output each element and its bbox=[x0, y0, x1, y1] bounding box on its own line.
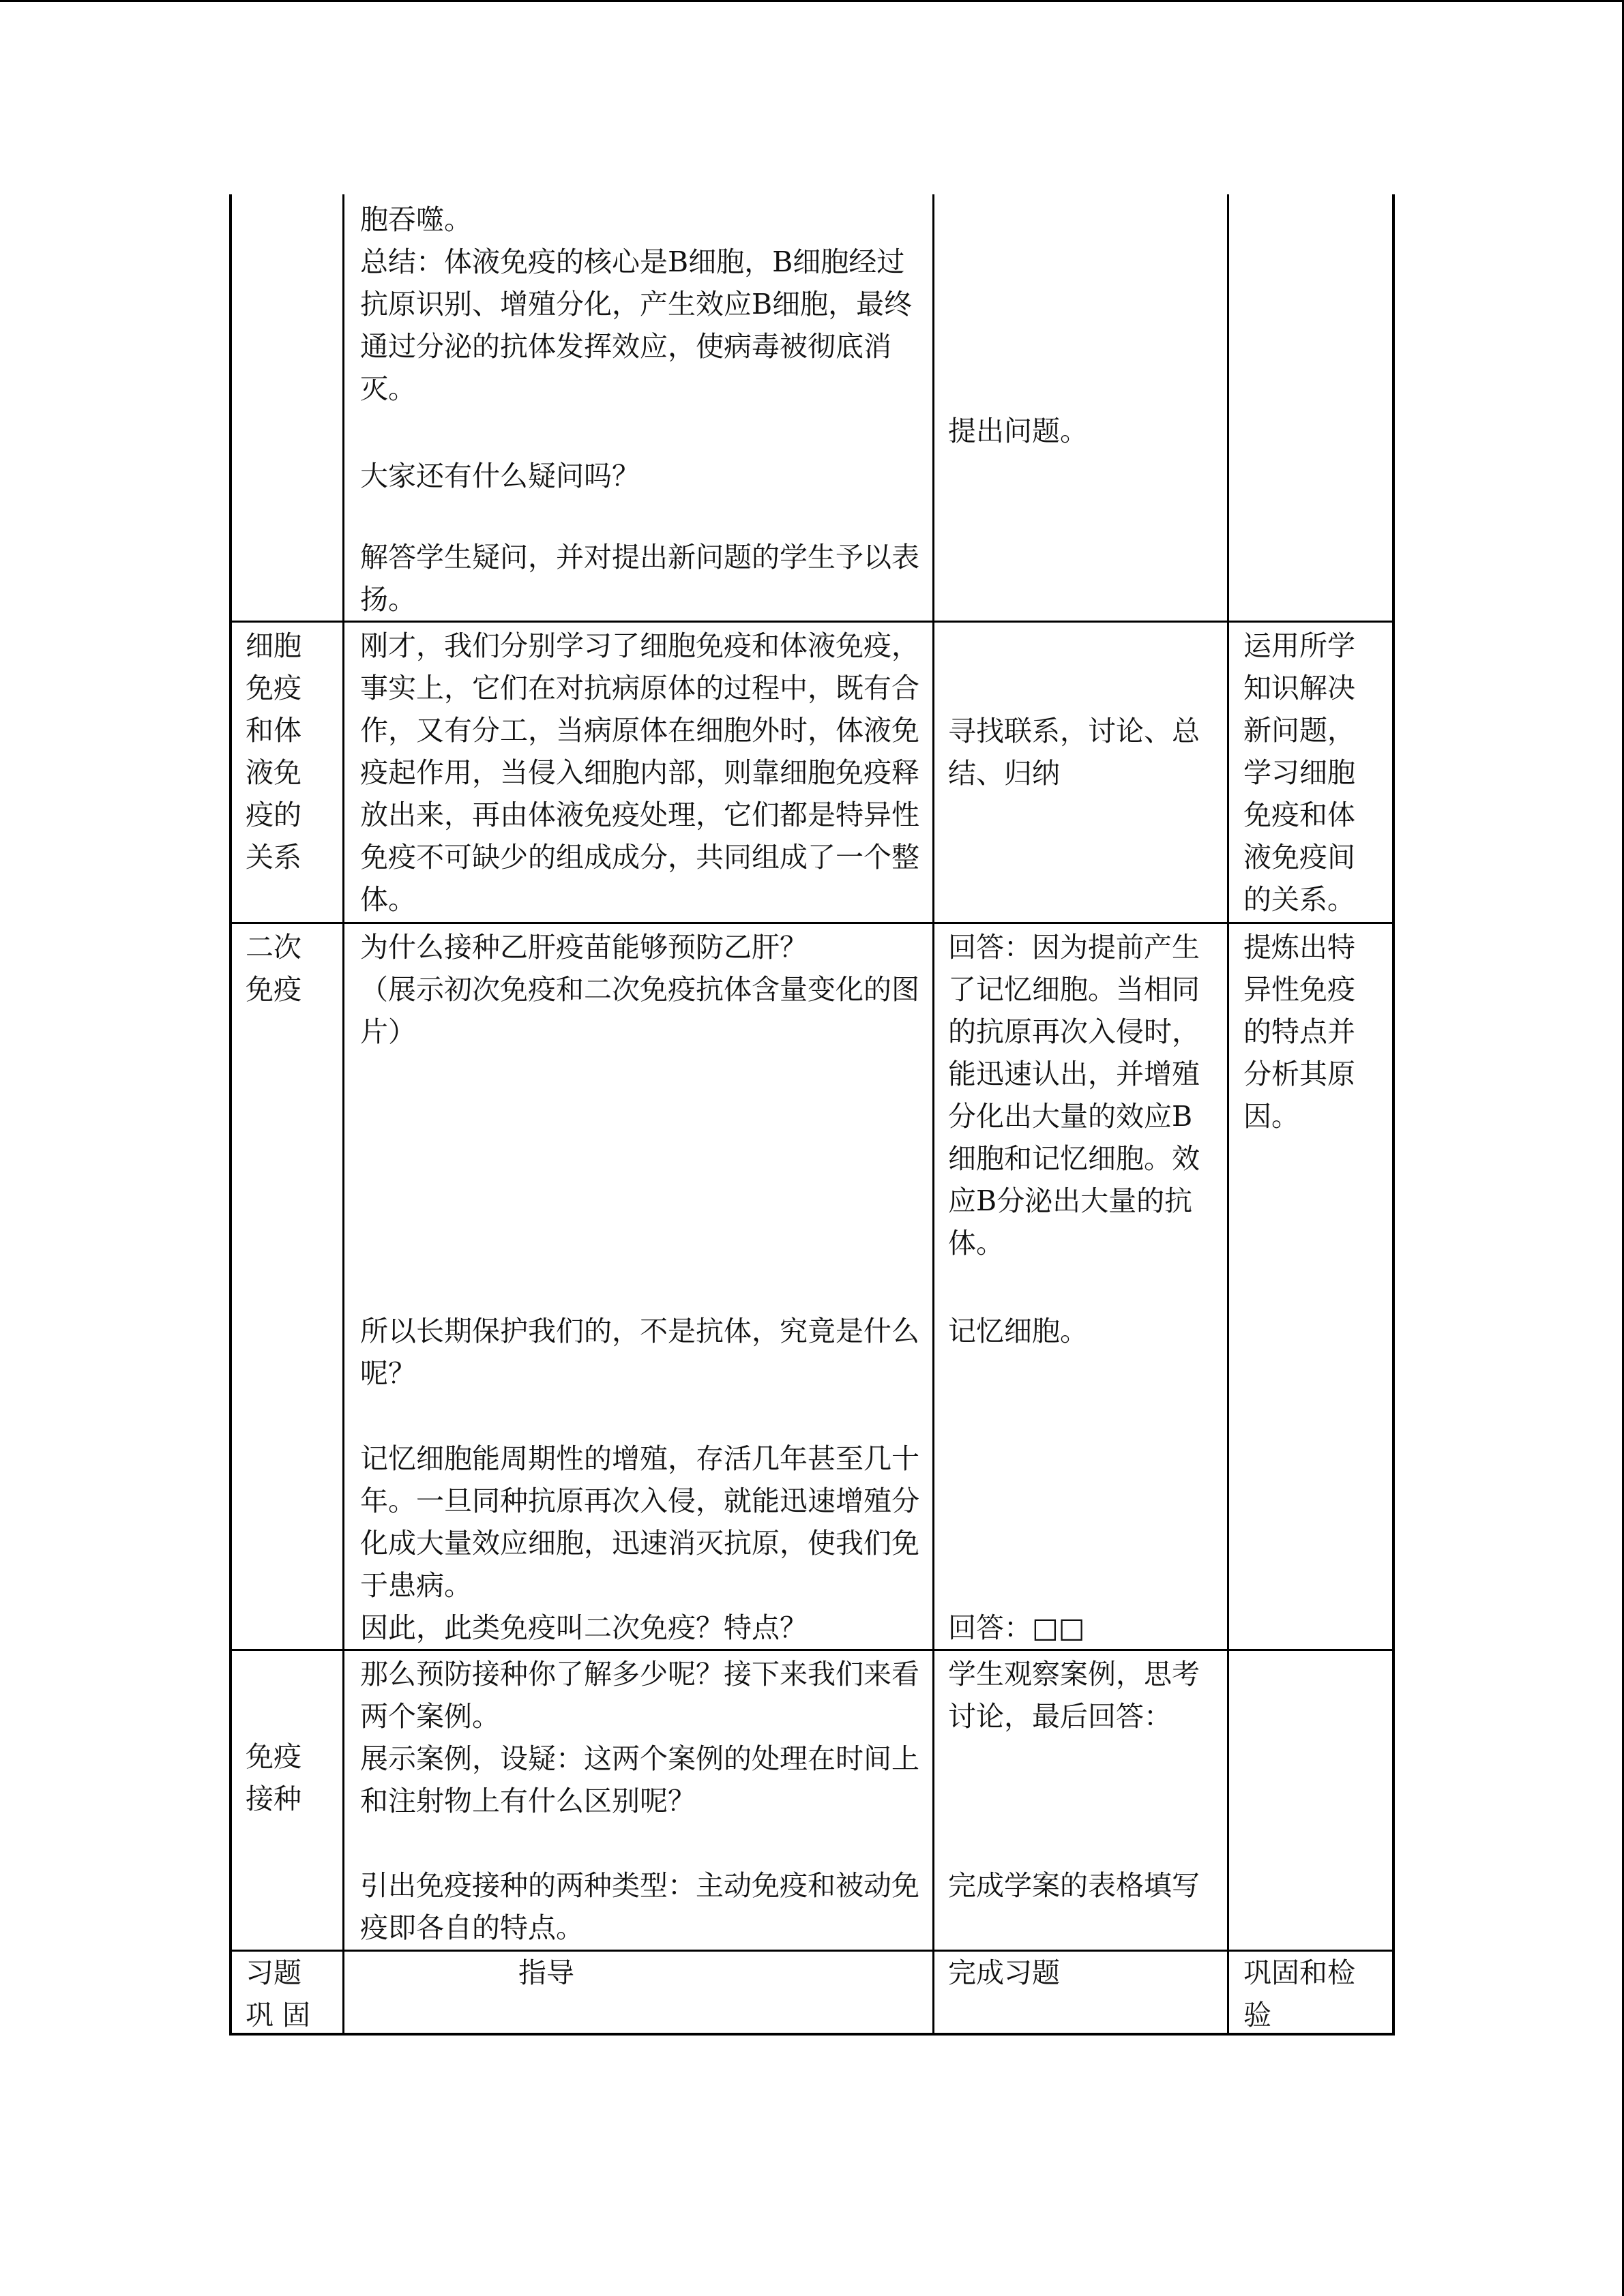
row3-student-answer-3: 回答：□□ bbox=[948, 1611, 1085, 1644]
table-border-left bbox=[229, 194, 232, 2036]
row1-teacher-question: 大家还有什么疑问吗？ bbox=[360, 460, 640, 492]
table-border-bottom bbox=[229, 2033, 1395, 2036]
row-divider-1 bbox=[229, 621, 1395, 623]
column-divider-1 bbox=[342, 194, 344, 2036]
row2-intent-text: 运用所学 知识解决 新问题， 学习细胞 免疫和体 液免疫间 的关系。 bbox=[1243, 629, 1355, 916]
page-border-top bbox=[0, 0, 1624, 2]
row-divider-4 bbox=[229, 1950, 1395, 1952]
row1-student-text: 提出问题。 bbox=[948, 415, 1088, 447]
row4-stage: 免疫 接种 bbox=[246, 1740, 301, 1815]
row2-teacher-text: 刚才，我们分别学习了细胞免疫和体液免疫，事实上，它们在对抗病原体的过程中，既有合作，又有分工，当病原体在细胞外时，体液免疫起作用，当侵入细胞内部，则靠细胞免疫释放出来，再由体液免疫处理，它们都是特异性免疫不可缺少的组成成分，共同组成了一个整体。 bbox=[360, 629, 919, 916]
row2-stage: 细胞 免疫 和体 液免 疫的 关系 bbox=[246, 629, 301, 874]
row3-intent-text: 提炼出特 异性免疫 的特点并 分析其原 因。 bbox=[1243, 931, 1355, 1133]
row4-student-task: 完成学案的表格填写 bbox=[948, 1869, 1200, 1902]
row-divider-3 bbox=[229, 1649, 1395, 1651]
row3-student-answer: 回答：因为提前产生了记忆细胞。当相同的抗原再次入侵时，能迅速认出，并增殖分化出大量的效应B细胞和记忆细胞。效应B分泌出大量的抗体。 bbox=[948, 931, 1200, 1259]
row5-intent-text: 巩固和检 验 bbox=[1243, 1956, 1355, 2031]
row5-stage: 习题 巩 固 bbox=[246, 1956, 311, 2031]
row3-teacher-summary: 因此，此类免疫叫二次免疫？特点？ bbox=[360, 1611, 808, 1644]
row2-student-text: 寻找联系，讨论、总结、归纳 bbox=[948, 715, 1200, 790]
row3-teacher-question: 所以长期保护我们的，不是抗体，究竟是什么呢？ bbox=[360, 1315, 919, 1390]
row1-teacher-text: 胞吞噬。 总结：体液免疫的核心是B细胞，B细胞经过抗原识别、增殖分化，产生效应B细胞，最终通过分泌的抗体发挥效应，使病毒被彻底消灭。 bbox=[360, 203, 913, 405]
row1-teacher-answer: 解答学生疑问，并对提出新问题的学生予以表扬。 bbox=[360, 541, 919, 616]
row5-student-text: 完成习题 bbox=[948, 1956, 1060, 1989]
column-divider-2 bbox=[932, 194, 934, 2036]
row3-student-answer-2: 记忆细胞。 bbox=[948, 1315, 1088, 1347]
row3-stage: 二次 免疫 bbox=[246, 931, 301, 1006]
row-divider-2 bbox=[229, 922, 1395, 924]
row5-teacher-text: 指导 bbox=[518, 1956, 574, 1989]
row4-teacher-text: 那么预防接种你了解多少呢？接下来我们来看两个案例。 展示案例，设疑：这两个案例的处理在时间上和注射物上有什么区别呢？ bbox=[360, 1658, 919, 1817]
table-border-right bbox=[1392, 194, 1395, 2036]
row3-teacher-text: 为什么接种乙肝疫苗能够预防乙肝？ （展示初次免疫和二次免疫抗体含量变化的图片） bbox=[360, 931, 919, 1048]
column-divider-3 bbox=[1227, 194, 1229, 2036]
row4-student-text: 学生观察案例，思考讨论，最后回答： bbox=[948, 1658, 1200, 1733]
row4-teacher-conclusion: 引出免疫接种的两种类型：主动免疫和被动免疫即各自的特点。 bbox=[360, 1869, 919, 1944]
row3-teacher-explanation: 记忆细胞能周期性的增殖，存活几年甚至几十年。一旦同种抗原再次入侵，就能迅速增殖分化成大量效应细胞，迅速消灭抗原，使我们免于患病。 bbox=[360, 1442, 919, 1602]
